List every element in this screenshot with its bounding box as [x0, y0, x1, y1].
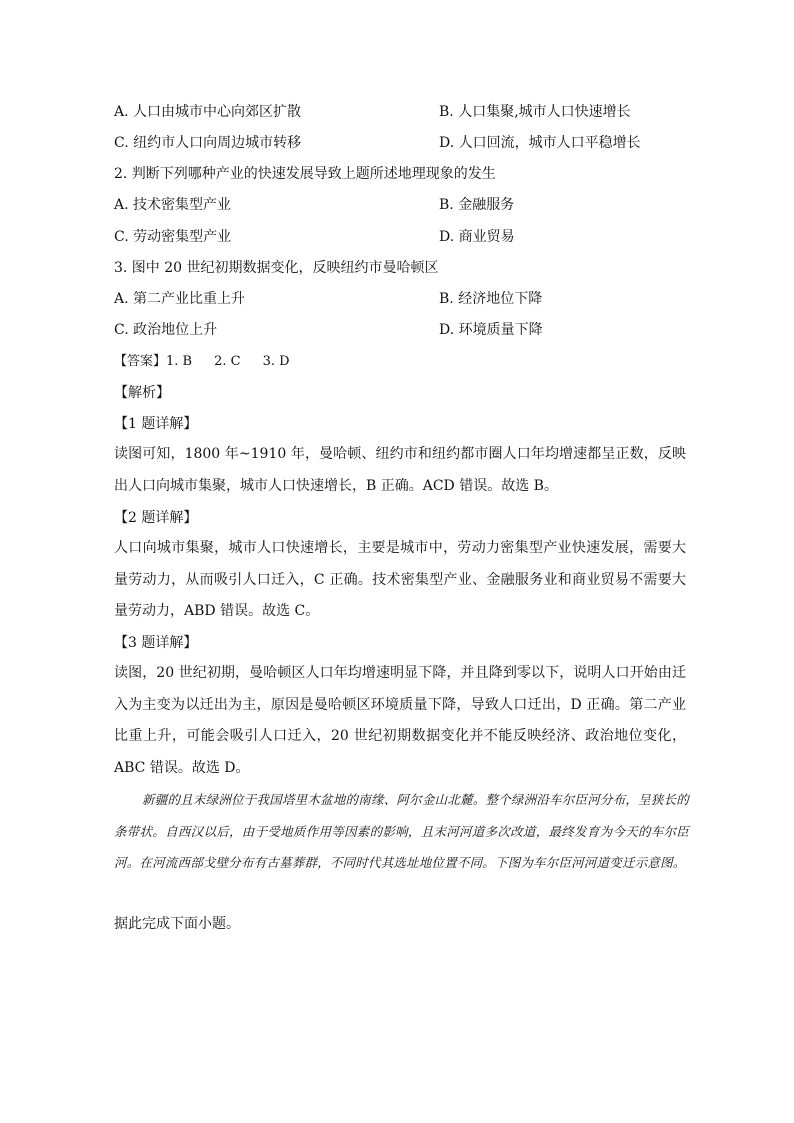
q2-option-d: D. 商业贸易: [439, 229, 515, 245]
answer-item: 3. D: [262, 354, 290, 369]
detail3-text: 读图，20 世纪初期，曼哈顿区人口年均增速明显下降，并且降到零以下，说明人口开始由迁入为主变为以迁出为主，原因是曼哈顿区环境质量下降，导致人口迁出，D 正确。第二产业比重上升，可能会吸引人口迁入，20 世纪初期数据变化并不能反映经济、政治地位变化，ABC 错误。故选 D。: [114, 665, 686, 776]
q1-option-b: B. 人口集聚,城市人口快速增长: [439, 104, 631, 120]
detail2-label: 【2 题详解】: [114, 510, 198, 526]
detail2-text: 人口向城市集聚，城市人口快速增长，主要是城市中，劳动力密集型产业快速发展，需要大量劳动力，从而吸引人口迁入，C 正确。技术密集型产业、金融服务业和商业贸易不需要大量劳动力，ABD 错误。故选 C。: [114, 540, 686, 619]
q3-stem: 3. 图中 20 世纪初期数据变化，反映纽约市曼哈顿区: [114, 260, 439, 276]
q3-option-c: C. 政治地位上升: [114, 322, 218, 338]
q1-option-a: A. 人口由城市中心向郊区扩散: [114, 104, 302, 120]
detail3-label: 【3 题详解】: [114, 635, 198, 651]
q1-option-d: D. 人口回流，城市人口平稳增长: [439, 135, 641, 151]
material-text: 新疆的且末绿洲位于我国塔里木盆地的南缘、阿尔金山北麓。整个绿洲沿车尔臣河分布，呈狭长的条带状。自西汉以后，由于受地质作用等因素的影响，且末河河道多次改道，最终发育为今天的车尔臣河。在河流西部戈壁分布有古墓葬群，不同时代其选址地位置不同。下图为车尔臣河河道变迁示意图。: [114, 792, 689, 870]
material-paragraph: [114, 784, 689, 879]
answer-item: 2. C: [214, 354, 241, 369]
q3-option-d: D. 环境质量下降: [439, 322, 543, 338]
q3-option-a: A. 第二产业比重上升: [114, 291, 246, 307]
instruction-text: 据此完成下面小题。: [114, 916, 240, 932]
answer-label: 【答案】: [114, 354, 167, 369]
q3-option-b: B. 经济地位下降: [439, 291, 543, 307]
q2-stem: 2. 判断下列哪种产业的快速发展导致上题所述地理现象的发生: [114, 166, 496, 182]
answer-item: 1. B: [166, 354, 193, 369]
detail1-label: 【1 题详解】: [114, 416, 198, 432]
q2-option-c: C. 劳动密集型产业: [114, 229, 232, 245]
analysis-label: 【解析】: [114, 385, 170, 401]
detail1-text: 读图可知，1800 年~1910 年，曼哈顿、纽约市和纽约都市圈人口年均增速都呈正数，反映出人口向城市集聚，城市人口快速增长，B 正确。ACD 错误。故选 B。: [114, 446, 686, 494]
answer-line: [114, 352, 694, 372]
q2-option-a: A. 技术密集型产业: [114, 197, 232, 213]
q2-option-b: B. 金融服务: [439, 197, 515, 213]
q1-option-c: C. 纽约市人口向周边城市转移: [114, 135, 302, 151]
